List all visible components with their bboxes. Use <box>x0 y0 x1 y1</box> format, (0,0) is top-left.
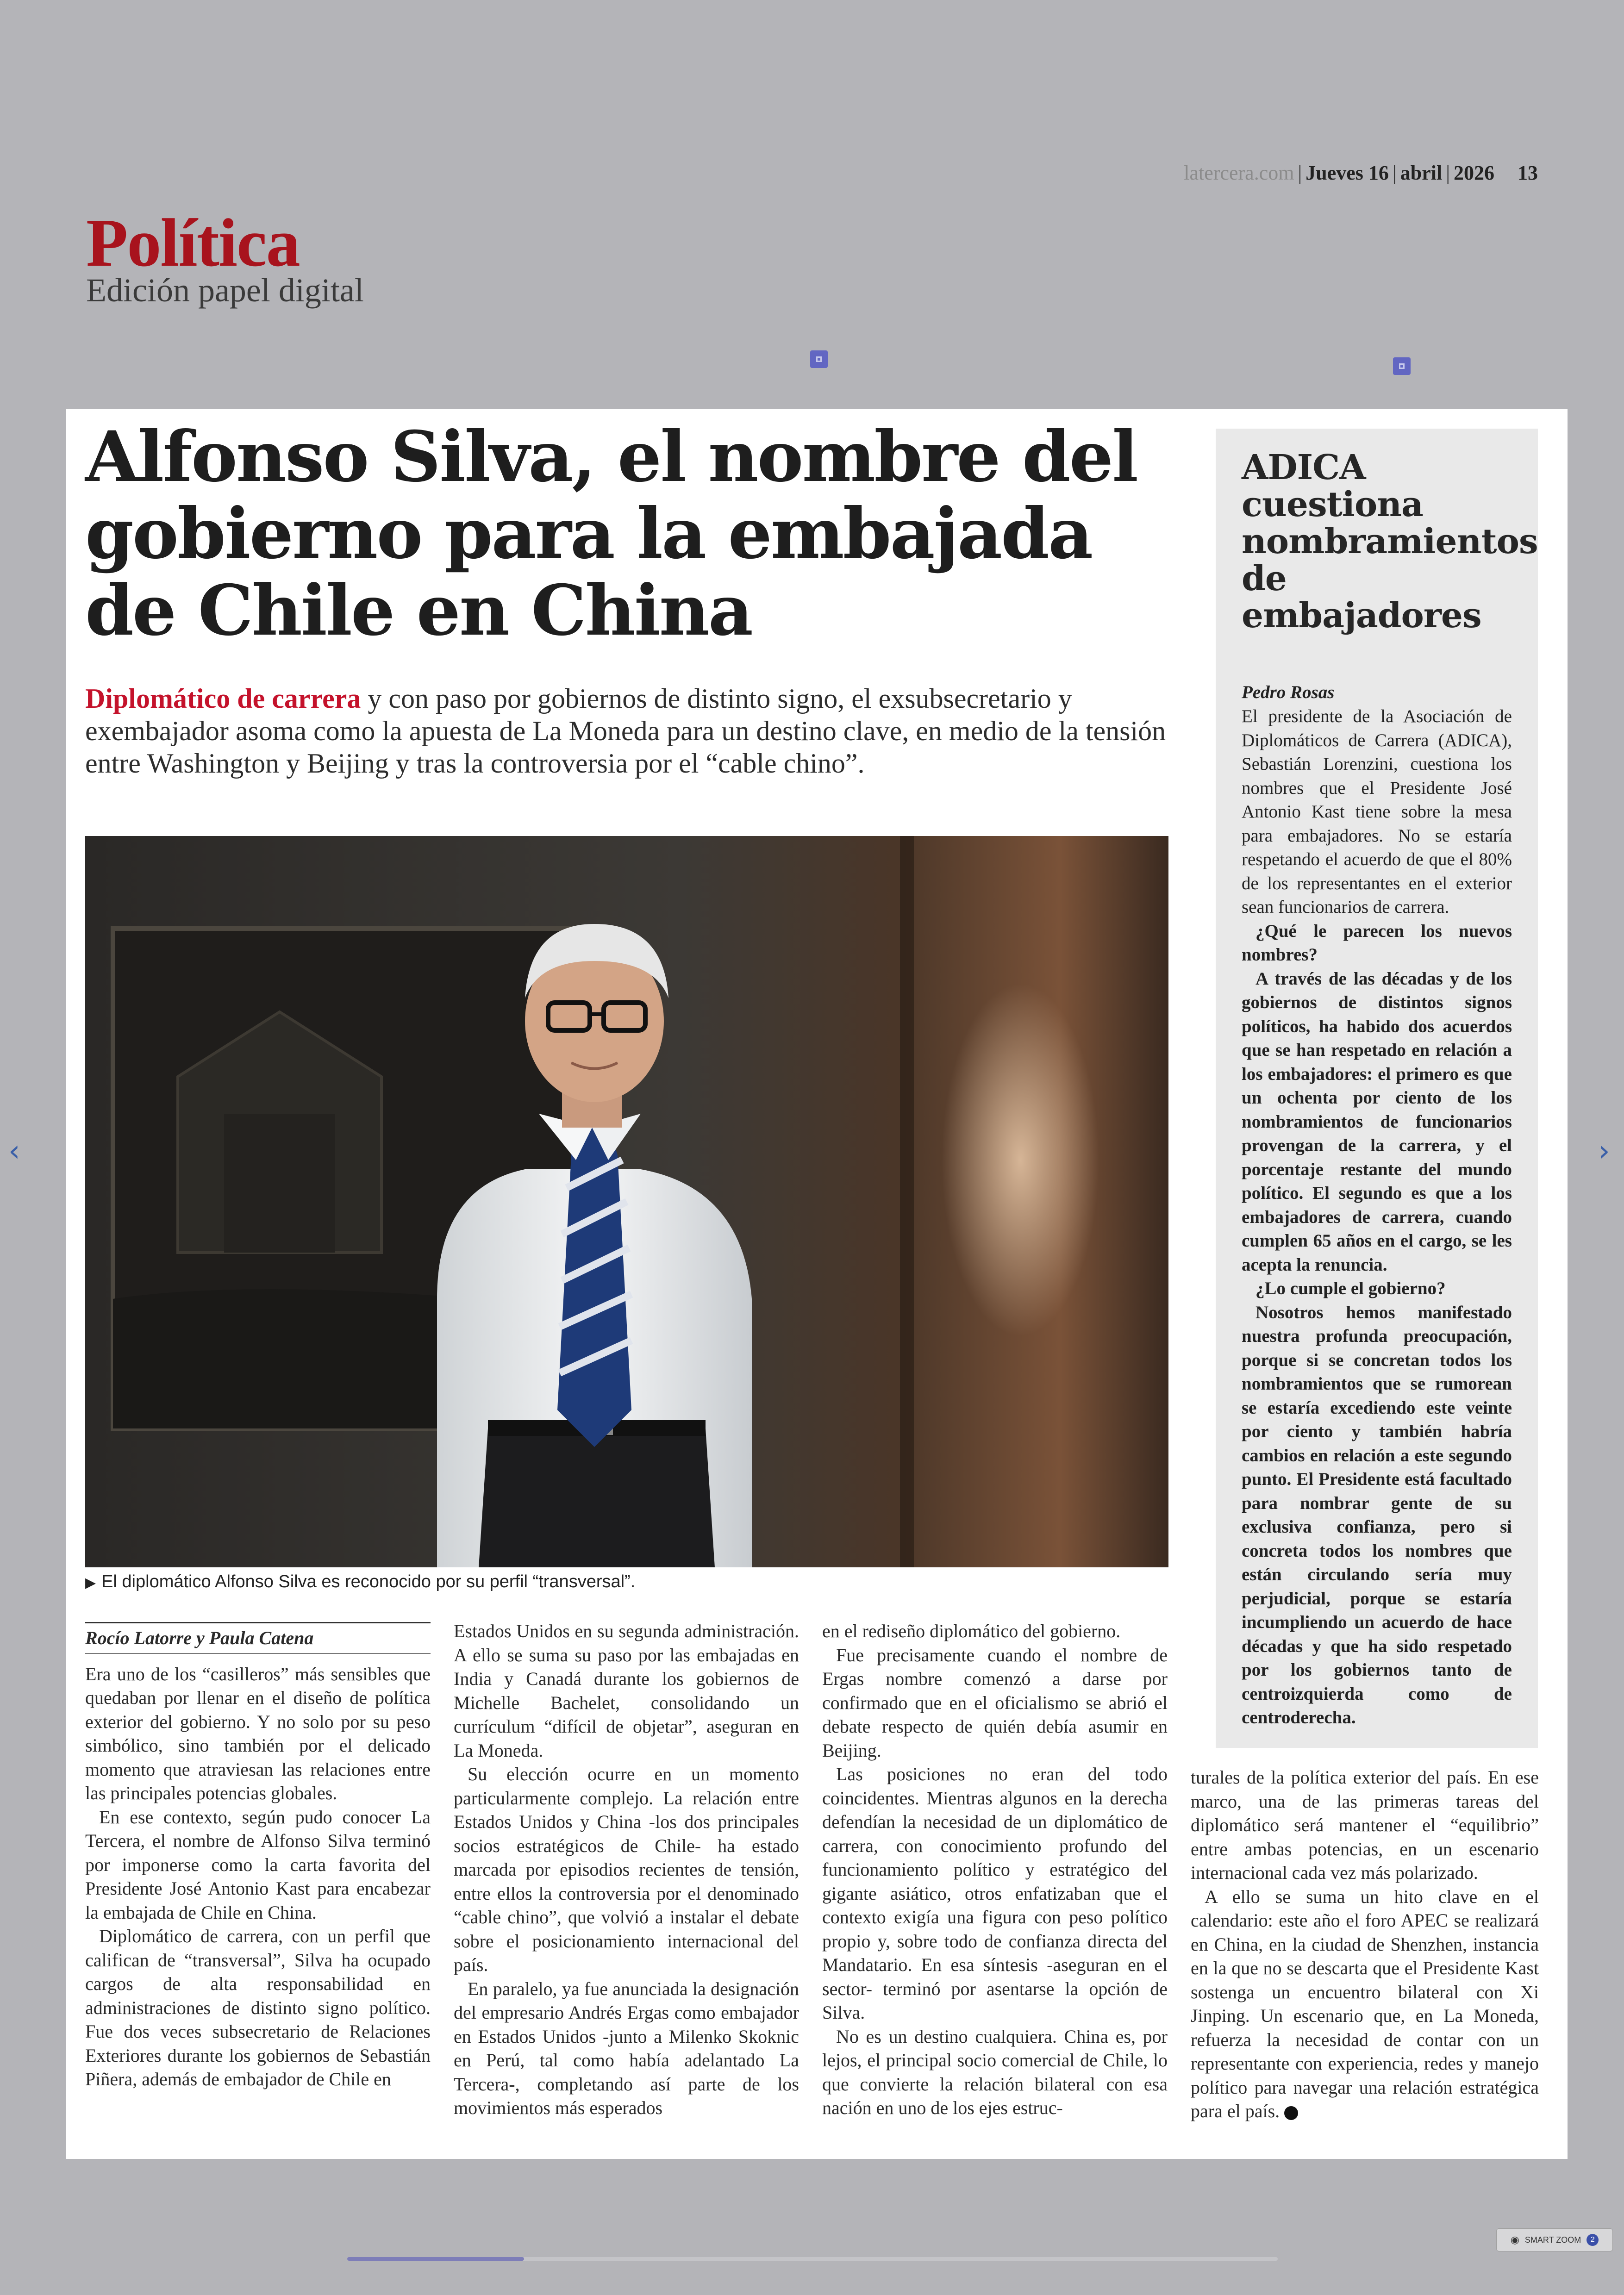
caption-text: El diplomático Alfonso Silva es reconocido por su perfil “transversal”. <box>101 1572 636 1591</box>
eye-icon: ◉ <box>1510 2234 1519 2245</box>
article-column-2 <box>454 1619 799 2120</box>
article-column-3 <box>822 1619 1168 2120</box>
article-column-1 <box>85 1622 431 2091</box>
article-byline: Rocío Latorre y Paula Catena <box>85 1622 431 1654</box>
header-month: abril <box>1400 162 1443 184</box>
site-name: latercera.com <box>1184 162 1294 184</box>
sidebar-box <box>1216 429 1538 1748</box>
lede-kicker: Diplomático de carrera <box>85 683 361 714</box>
sidebar-intro: El presidente de la Asociación de Diplomáticos de Carrera (ADICA), Sebastián Lorenzini, cuestiona los nombres que el Presidente José Antonio Kast tiene sobre la mesa para embajadores. No se estaría respetando el acuerdo de que el 80% de los representantes en el exterior sean funcionarios de carrera. <box>1242 706 1512 917</box>
smart-zoom-badge: 2 <box>1587 2234 1599 2246</box>
sidebar-answer-2: Nosotros hemos manifestado nuestra profunda preocupación, porque si se concretan todos los nombramientos que se rumorean se estaría excediendo este veinte por ciento y también habría cambios en relación a este segundo punto. El Presidente está facultado para nombrar gente de su exclusiva confianza, pero si concreta todos los nombres que están circulando sería muy perjudicial, porque se estaría incumpliendo un acuerdo de hace décadas y que ha sido respetado por los gobiernos tanto de centroizquierda como de centroderecha. <box>1242 1302 1512 1727</box>
col4-last-paragraph-text: A ello se suma un hito clave en el calendario: este año el foro APEC se realizará en China, en la ciudad de Shenzhen, instancia en la que no se descarta que el Presidente Kast sostenga un encuentro bilateral con Xi Jinping. Un escenario que, en La Moneda, refuerza la necesidad de contar con un representante con experiencia, redes y manejo político para navegar una relación estratégica para el país. <box>1191 1886 1539 2121</box>
col2-paragraph: En paralelo, ya fue anunciada la designación del empresario Andrés Ergas como embajador en Estados Unidos -junto a Milenko Skoknic en Perú, tal como había adelantado La Tercera-, completando así parte de los movimientos más esperados <box>454 1978 799 2118</box>
header-year: 2026 <box>1454 162 1494 184</box>
col3-paragraph: Fue precisamente cuando el nombre de Ergas nombre comenzó a darse por confirmado que en el oficialismo se abrió el debate respecto de quién debía asumir en Beijing. <box>822 1644 1168 1761</box>
page-progress-fill <box>347 2257 524 2261</box>
page-progress-bar[interactable] <box>347 2257 1278 2261</box>
section-subtitle: Edición papel digital <box>86 272 364 309</box>
col2-paragraph: Estados Unidos en su segunda administración. A ello se suma su paso por las embajadas en India y Canadá durante los gobiernos de Michelle Bachelet, consolidando un currículum “difícil de objetar”, aseguran en La Moneda. <box>454 1621 799 1761</box>
article-lede <box>85 682 1178 780</box>
col4-paragraph <box>1191 1885 1539 2123</box>
smart-zoom-label: SMART ZOOM <box>1524 2235 1581 2245</box>
photo-caption <box>85 1572 1150 1592</box>
col1-paragraph: En ese contexto, según pudo conocer La Tercera, el nombre de Alfonso Silva terminó por imponerse como la carta favorita del Presidente José Antonio Kast para encabezar la embajada de Chile en China. <box>85 1806 431 1923</box>
sidebar-answer-1: A través de las décadas y de los gobiernos de distintos signos políticos, ha habido dos acuerdos que se han respetado en relación a los embajadores: el primero es que un ochenta por ciento de los nombramientos de funcionarios provengan de la carrera, y el porcentaje restante del mundo político. El segundo es que a los embajadores de carrera, cuando cumplen 65 años en el cargo, se les acepta la renuncia. <box>1242 968 1512 1275</box>
smart-zoom-button[interactable] <box>1496 2228 1613 2251</box>
article-photo <box>85 836 1168 1567</box>
next-page-icon[interactable]: › <box>1598 1134 1610 1168</box>
header-day: Jueves 16 <box>1305 162 1389 184</box>
page-number: 13 <box>1518 162 1538 184</box>
sidebar-question-1: ¿Qué le parecen los nuevos nombres? <box>1242 921 1512 965</box>
zoom-hotspot-marker[interactable] <box>810 350 828 368</box>
zoom-hotspot-marker[interactable] <box>1393 357 1411 375</box>
article-headline: Alfonso Silva, el nombre del gobierno para la embajada de Chile en China <box>85 416 1137 651</box>
col1-paragraph: Era uno de los “casilleros” más sensibles que quedaban por llenar en el diseño de política exterior del gobierno. Y no solo por su peso simbólico, sino también por el delicado momento que atraviesan las relaciones entre las principales potencias globales. <box>85 1663 431 1803</box>
sidebar-question-2: ¿Lo cumple el gobierno? <box>1255 1278 1446 1298</box>
col3-paragraph: No es un destino cualquiera. China es, por lejos, el principal socio comercial de Chile, lo que convierte la relación bilateral con esa nación en uno de los ejes estruc- <box>822 2026 1168 2118</box>
sidebar-author: Pedro Rosas <box>1242 682 1335 702</box>
sidebar-title: ADICA cuestiona nombramientos de embajadores <box>1242 448 1538 636</box>
portrait-illustration <box>85 836 1168 1567</box>
col1-paragraph: Diplomático de carrera, con un perfil que califican de “transversal”, Silva ha ocupado cargos de alta responsabilidad en administraciones de distinto signo político. Fue dos veces subsecretario de Relaciones Exteriores durante los gobiernos de Sebastián Piñera, además de embajador de Chile en <box>85 1926 431 2089</box>
article-end-mark-icon <box>1284 2106 1298 2120</box>
caption-triangle-icon: ▶ <box>85 1575 96 1590</box>
article-column-4 <box>1191 1765 1539 2123</box>
col4-paragraph: turales de la política exterior del país. En ese marco, una de las primeras tareas del diplomático será mantener el “equilibrio” entre ambas potencias, en un escenario internacional cada vez más polarizado. <box>1191 1767 1539 1883</box>
col3-paragraph: Las posiciones no eran del todo coincidentes. Mientras algunos en la derecha defendían la necesidad de un diplomático de carrera, con conocimiento profundo del funcionamiento político y estratégico del gigante asiático, otros enfatizaban que el contexto exigía una figura con peso político propio y, sobre todo de confianza directa del Mandatario. En esa síntesis -aseguran en el sector- terminó por asentarse la opción de Silva. <box>822 1764 1168 2023</box>
prev-page-icon[interactable]: ‹ <box>8 1134 20 1168</box>
col2-paragraph: Su elección ocurre en un momento particularmente complejo. La relación entre Estados Unidos y China -los dos principales socios estratégicos de Chile- ha estado marcada por episodios recientes de tensión, entre ellos la controversia por el denominado “cable chino”, que volvió a instalar el debate sobre el posicionamiento internacional del país. <box>454 1764 799 1975</box>
newspaper-page[interactable] <box>66 409 1568 2159</box>
page-header-info: latercera.com | Jueves 16 | abril | 2026 13 <box>1184 162 1538 184</box>
lede-text: y con paso por gobiernos de distinto signo, el exsubsecretario y exembajador asoma como la apuesta de La Moneda para un destino clave, en medio de la tensión entre Washington y Beijing y tras la controversia por el “cable chino”. <box>85 683 1166 779</box>
section-title: Política <box>86 205 300 281</box>
col3-paragraph: en el rediseño diplomático del gobierno. <box>822 1621 1121 1641</box>
